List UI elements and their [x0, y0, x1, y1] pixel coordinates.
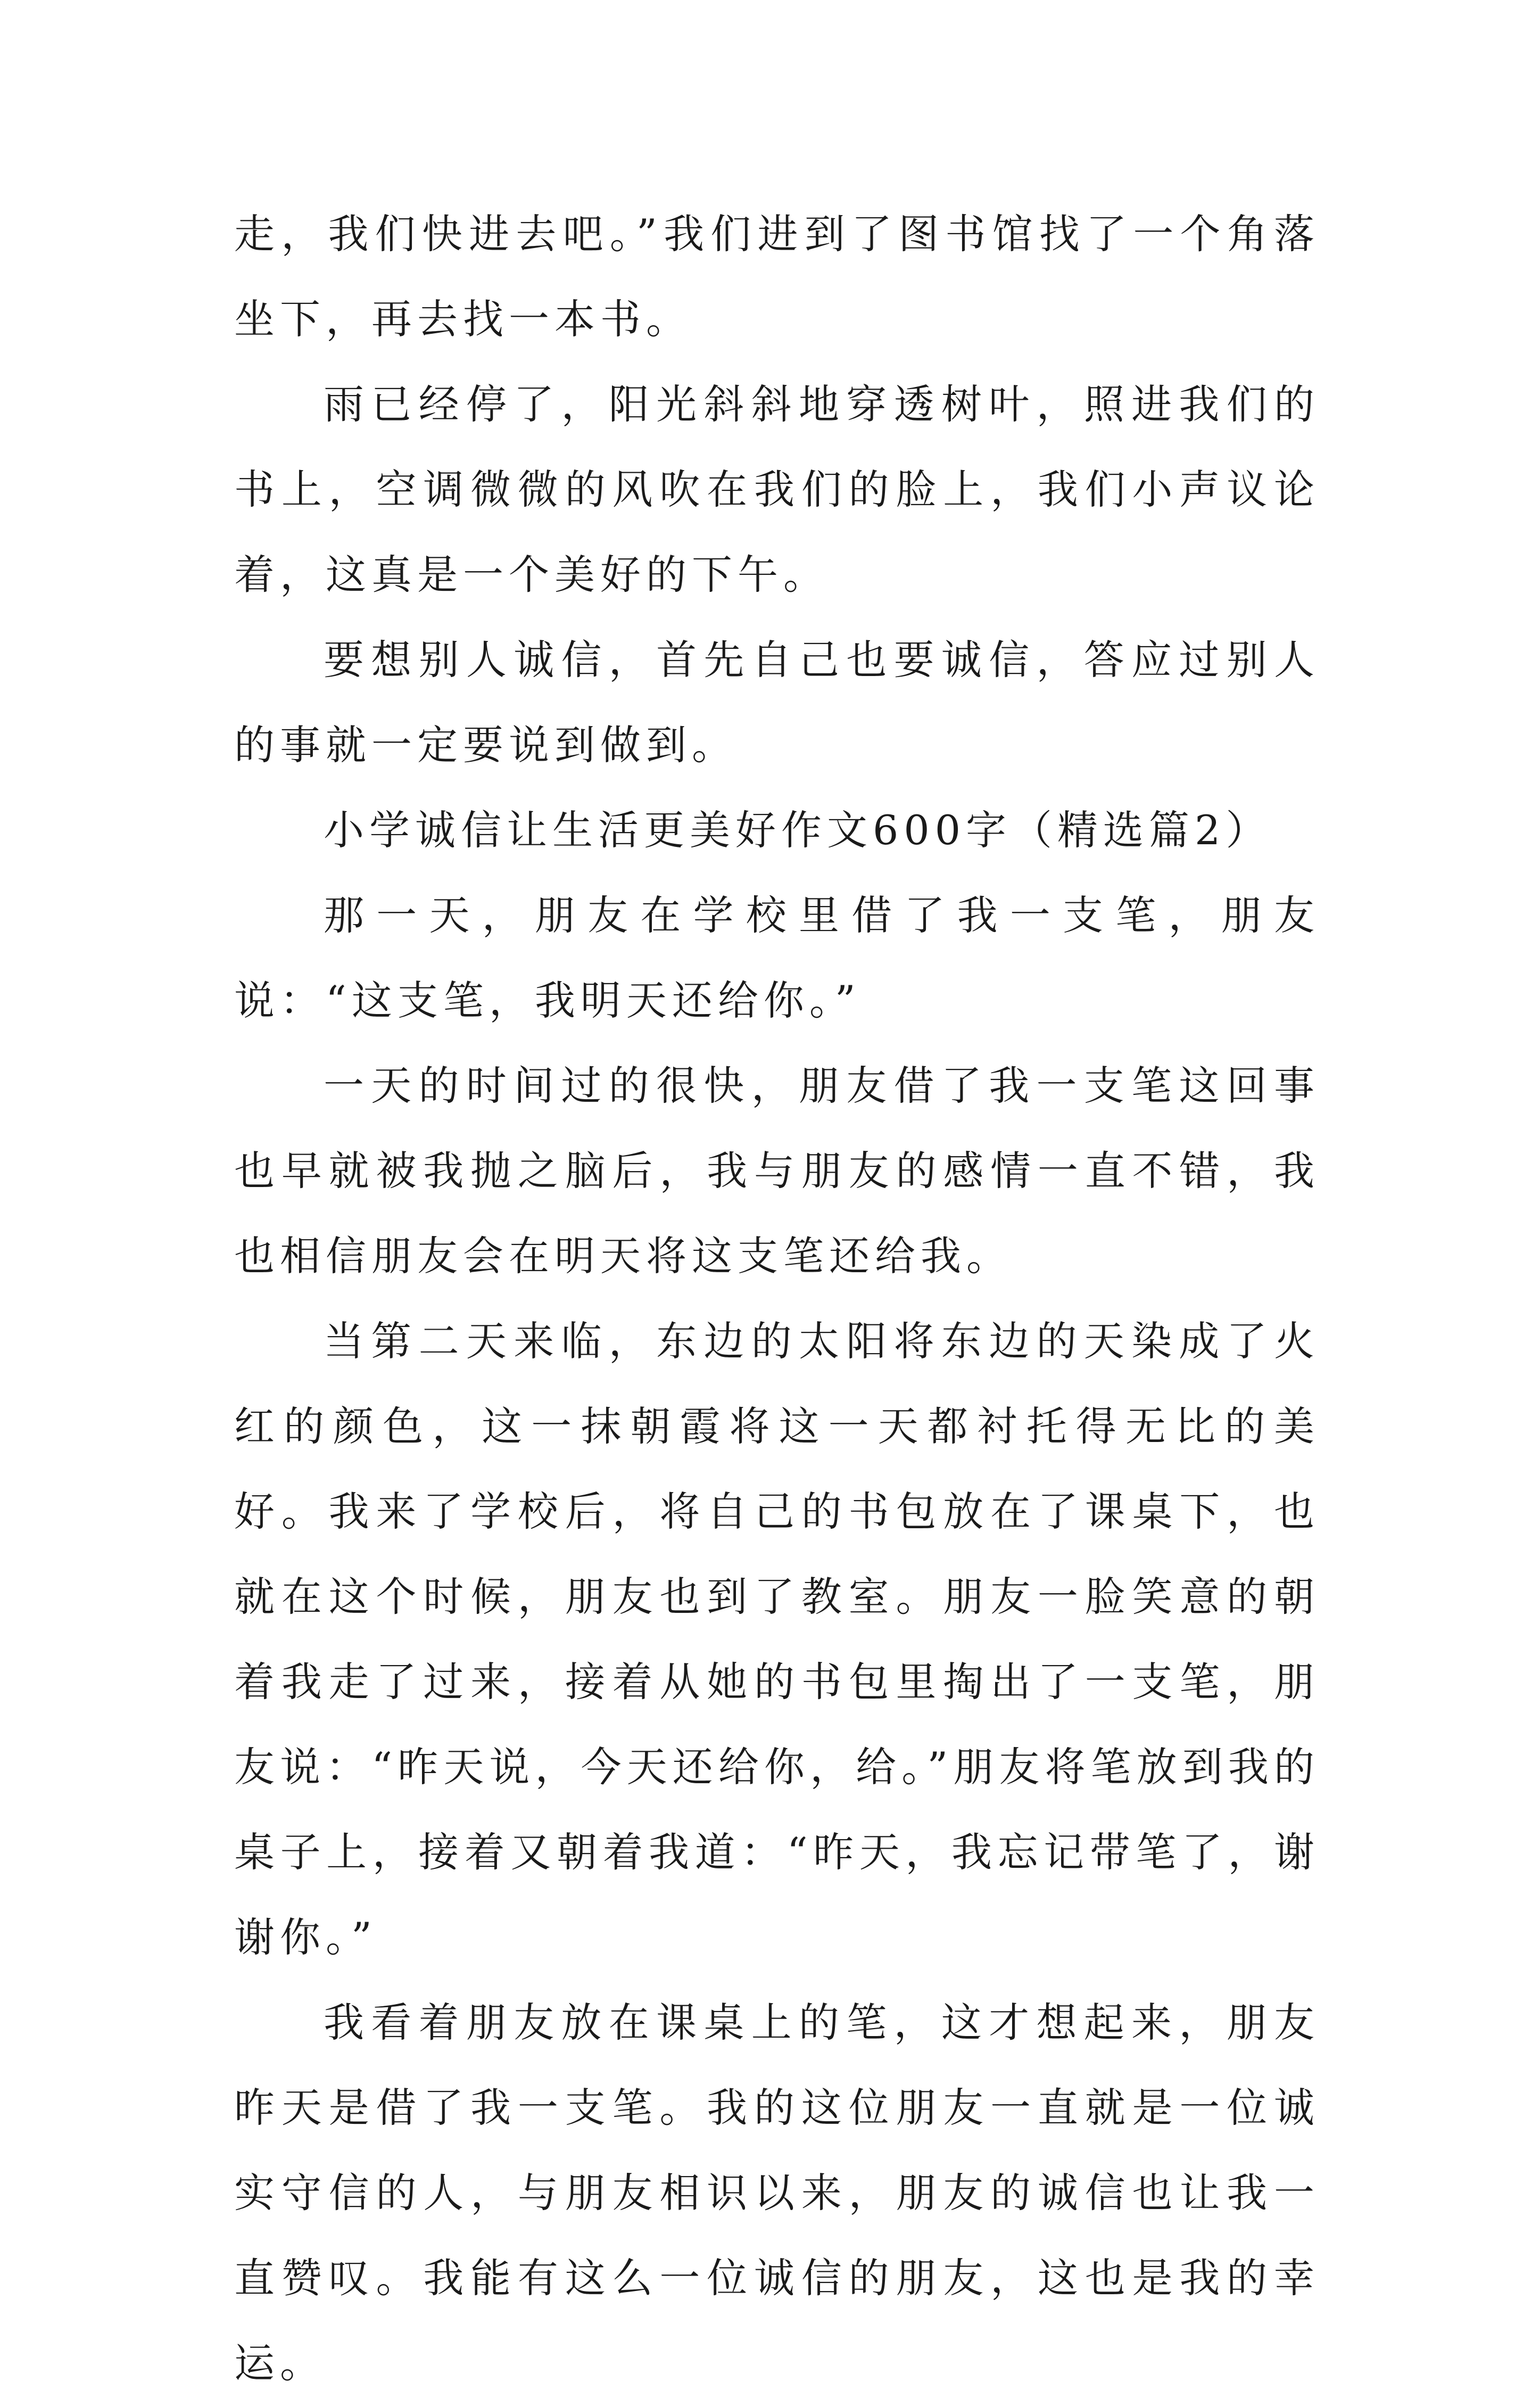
- paragraph-4: 那一天，朋友在学校里借了我一支笔，朋友说：“这支笔，我明天还给你。”: [234, 892, 1320, 1024]
- paragraph-3: 要想别人诚信，首先自己也要诚信，答应过别人的事就一定要说到做到。: [234, 636, 1320, 769]
- paragraph-2: 雨已经停了，阳光斜斜地穿透树叶，照进我们的书上，空调微微的风吹在我们的脸上，我们小声议论着，这真是一个美好的下午。: [234, 381, 1320, 598]
- paragraph-5: 一天的时间过的很快，朋友借了我一支笔这回事也早就被我抛之脑后，我与朋友的感情一直不错，我也相信朋友会在明天将这支笔还给我。: [234, 1062, 1320, 1280]
- paragraph-1: 走，我们快进去吧。”我们进到了图书馆找了一个角落坐下，再去找一本书。: [234, 210, 1320, 343]
- paragraph-7: 我看着朋友放在课桌上的笔，这才想起来，朋友昨天是借了我一支笔。我的这位朋友一直就是一位诚实守信的人，与朋友相识以来，朋友的诚信也让我一直赞叹。我能有这么一位诚信的朋友，这也是我的幸运。: [234, 1999, 1320, 2387]
- document-body: [234, 192, 1320, 2406]
- paragraph-6: 当第二天来临，东边的太阳将东边的天染成了火红的颜色，这一抹朝霞将这一天都衬托得无比的美好。我来了学校后，将自己的书包放在了课桌下，也就在这个时候，朋友也到了教室。朋友一脸笑意的朝着我走了过来，接着从她的书包里掏出了一支笔，朋友说：“昨天说，今天还给你，给。”朋友将笔放到我的桌子上，接着又朝着我道：“昨天，我忘记带笔了，谢谢你。”: [234, 1317, 1320, 1961]
- section-heading: 小学诚信让生活更美好作文600字（精选篇2）: [324, 806, 1272, 854]
